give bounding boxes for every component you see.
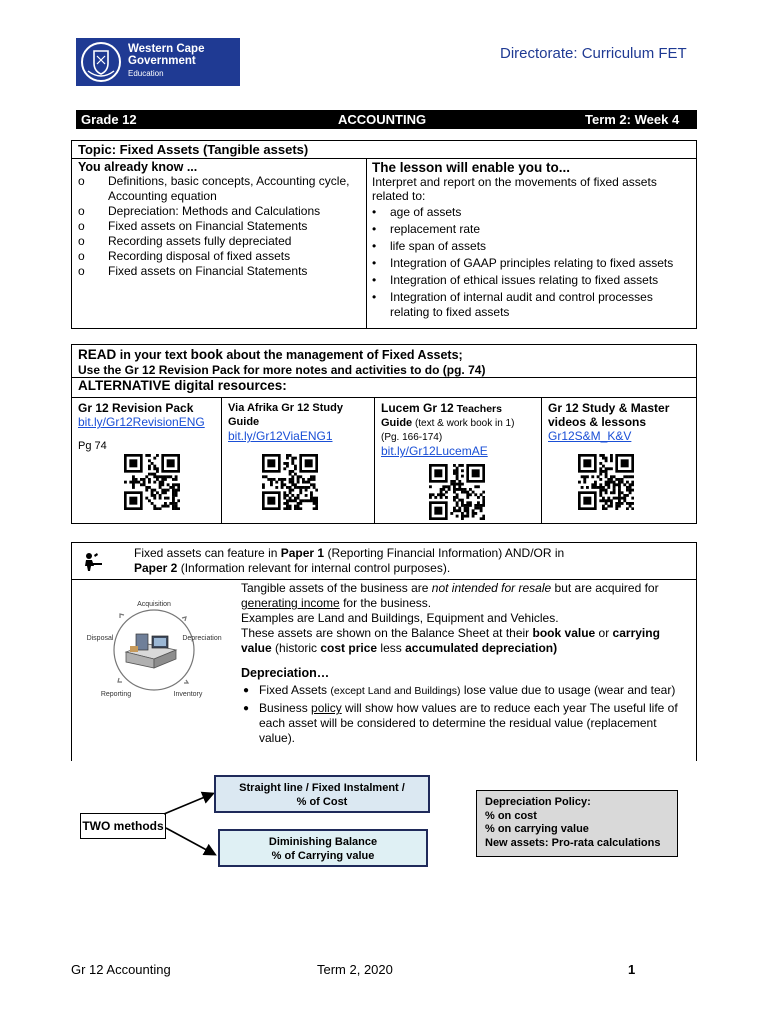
- list-item: o Depreciation: Methods and Calculations: [78, 204, 362, 219]
- lesson-column: [372, 160, 694, 320]
- list-item: o Definitions, basic concepts, Accounting cycle, Accounting equation: [78, 174, 362, 204]
- logo-text: [128, 43, 204, 81]
- method1-line1: Straight line / Fixed Instalment /: [239, 782, 405, 794]
- policy-line: Depreciation Policy:: [485, 796, 591, 808]
- subject-label: ACCOUNTING: [338, 112, 427, 127]
- lesson-intro: Interpret and report on the movements of fixed assets related to:: [372, 175, 657, 203]
- resource-link[interactable]: Gr12S&M_K&V: [548, 429, 632, 443]
- list-item: • life span of assets: [372, 239, 694, 254]
- directorate-title: Directorate: Curriculum FET: [500, 45, 687, 62]
- list-item: [241, 701, 693, 746]
- paper-t3: (Information relevant for internal control purposes).: [177, 561, 451, 575]
- method2-line2: % of Carrying value: [271, 850, 375, 862]
- list-item: o Fixed assets on Financial Statements: [78, 264, 362, 279]
- diminishing-balance-method-box: [218, 829, 428, 867]
- logo-line-3: Education: [128, 69, 164, 78]
- resource-link[interactable]: bit.ly/Gr12RevisionENG: [78, 415, 205, 429]
- policy-line: % on carrying value: [485, 823, 589, 835]
- bullet1-small: (except Land and Buildings): [330, 685, 461, 697]
- term-label: Term 2: Week 4: [585, 112, 680, 127]
- list-item: [241, 683, 693, 699]
- footer-subject: Gr 12 Accounting: [71, 962, 171, 977]
- p1-underline: generating income: [241, 596, 340, 610]
- already-know-column: [78, 160, 362, 279]
- qr-code-icon: [578, 454, 634, 510]
- p3a: These assets are shown on the Balance Sheet at their: [241, 626, 533, 640]
- cycle-label-reporting: Reporting: [100, 691, 132, 698]
- resource-revision-pack: [72, 398, 222, 524]
- read-rest: about the management of Fixed Assets;: [222, 348, 463, 362]
- method1-line2: % of Cost: [296, 796, 348, 808]
- p3c: (historic: [271, 641, 321, 655]
- resource-study-master: [542, 398, 697, 524]
- resource-title2-small: (text & work book in 1): [412, 418, 515, 429]
- arrow-to-straight-line: [164, 794, 212, 814]
- examples-paragraph: Examples are Land and Buildings, Equipment and Vehicles.: [241, 611, 559, 625]
- lesson-list: [372, 205, 694, 320]
- arrow-to-diminishing-balance: [166, 828, 214, 854]
- revision-pack-instruction: Use the Gr 12 Revision Pack for more notes and activities to do (pg. 74): [78, 363, 486, 377]
- list-item: • Integration of ethical issues relating to fixed assets: [372, 273, 694, 288]
- cycle-label-inventory: Inventory: [173, 691, 203, 698]
- paper-2-label: Paper 2: [134, 561, 178, 575]
- resource-title-main: Lucem Gr 12: [381, 401, 454, 415]
- tangible-assets-paragraph: [241, 581, 693, 611]
- bullet2-underline: policy: [311, 701, 342, 715]
- resource-title: Via Afrika Gr 12 Study Guide: [228, 402, 343, 428]
- resource-via-afrika: [222, 398, 375, 524]
- asset-lifecycle-diagram: [84, 596, 224, 704]
- resource-title2: Guide: [381, 417, 413, 429]
- paper-1-label: Paper 1: [280, 546, 325, 560]
- coat-of-arms-icon: [80, 41, 122, 83]
- topic-box: [71, 140, 697, 329]
- p3-b2: carrying value: [241, 626, 660, 655]
- p3-b4: accumulated depreciation): [405, 641, 558, 655]
- list-item: o Recording assets fully depreciated: [78, 234, 362, 249]
- resource-title-small: Teachers: [453, 403, 502, 415]
- cycle-label-acquisition: Acquisition: [137, 601, 171, 608]
- two-methods-label: TWO methods: [80, 813, 166, 839]
- p1-italic: not intended for resale: [431, 581, 552, 595]
- bullet2a: Business: [259, 701, 312, 715]
- bullet1b: lose value due to usage (wear and tear): [460, 683, 676, 697]
- cycle-label-disposal: Disposal: [86, 635, 114, 642]
- column-divider: [366, 159, 367, 329]
- read-word: READ: [78, 347, 117, 362]
- paper-t2: (Reporting Financial Information) AND/OR in: [324, 546, 565, 560]
- grade-label: Grade 12: [81, 112, 137, 127]
- read-in-your: in your text: [116, 348, 191, 362]
- list-item: • replacement rate: [372, 222, 694, 237]
- read-instruction: [78, 347, 463, 362]
- wcg-logo: [76, 38, 240, 86]
- resource-title-line-2: [381, 416, 535, 431]
- footer-term: Term 2, 2020: [317, 962, 393, 977]
- policy-line: % on cost: [485, 809, 537, 822]
- resource-link[interactable]: bit.ly/Gr12LucemAE: [381, 444, 488, 458]
- bullet2b: will show how values are to reduce each year The useful life of each asset will be considered to determine the residual value (replacement value).: [259, 701, 678, 745]
- p1c: for the business.: [339, 596, 432, 610]
- read-book-word: book: [190, 347, 223, 362]
- resource-lucem: [375, 398, 542, 524]
- depreciation-list: [241, 683, 693, 746]
- already-know-heading: You already know ...: [78, 160, 198, 174]
- already-know-list: [78, 174, 362, 279]
- grade-bar: [76, 110, 697, 129]
- resource-link[interactable]: bit.ly/Gr12ViaENG1: [228, 429, 333, 443]
- qr-code-icon: [429, 464, 485, 520]
- lesson-heading: The lesson will enable you to...: [372, 160, 571, 175]
- topic-title: Topic: Fixed Assets (Tangible assets): [72, 141, 696, 159]
- resource-title: Gr 12 Revision Pack: [78, 401, 194, 415]
- content-text: [241, 581, 693, 746]
- depreciation-heading: Depreciation…: [241, 666, 330, 680]
- p3d: less: [377, 641, 406, 655]
- qr-code-icon: [262, 454, 318, 510]
- student-at-desk-icon: [80, 551, 104, 573]
- list-item: • Integration of internal audit and control processes relating to fixed assets: [372, 290, 694, 320]
- straight-line-method-box: [214, 775, 430, 813]
- alternative-resources-heading: ALTERNATIVE digital resources:: [78, 378, 287, 393]
- qr-code-icon: [124, 454, 180, 510]
- depreciation-policy-box: [476, 790, 678, 857]
- list-item: o Fixed assets on Financial Statements: [78, 219, 362, 234]
- paper-note-box: [71, 542, 697, 580]
- resource-page: Pg 74: [78, 440, 107, 452]
- p1a: Tangible assets of the business are: [241, 581, 432, 595]
- read-box: [71, 344, 697, 524]
- list-item: • Integration of GAAP principles relating to fixed assets: [372, 256, 694, 271]
- resource-title: [381, 401, 535, 416]
- list-item: o Recording disposal of fixed assets: [78, 249, 362, 264]
- p3b: or: [595, 626, 613, 640]
- balance-sheet-paragraph: [241, 626, 693, 656]
- resource-title: Gr 12 Study & Master videos & lessons: [548, 401, 670, 429]
- method2-line1: Diminishing Balance: [268, 836, 378, 848]
- bullet1a: Fixed Assets: [259, 683, 331, 697]
- page-number: 1: [628, 962, 636, 977]
- list-item: • age of assets: [372, 205, 694, 220]
- p3-b1: book value: [532, 626, 596, 640]
- p3-b3: cost price: [320, 641, 378, 655]
- paper-note-text: [134, 546, 654, 576]
- resource-note: (Pg. 166-174): [381, 432, 443, 443]
- logo-line-2: Government: [128, 55, 196, 67]
- p1b: but are acquired for: [551, 581, 659, 595]
- cycle-label-depreciation: Depreciation: [182, 635, 222, 642]
- policy-line: New assets: Pro-rata calculations: [485, 836, 661, 849]
- logo-line-1: Western Cape: [128, 43, 205, 55]
- paper-t1: Fixed assets can feature in: [134, 546, 281, 560]
